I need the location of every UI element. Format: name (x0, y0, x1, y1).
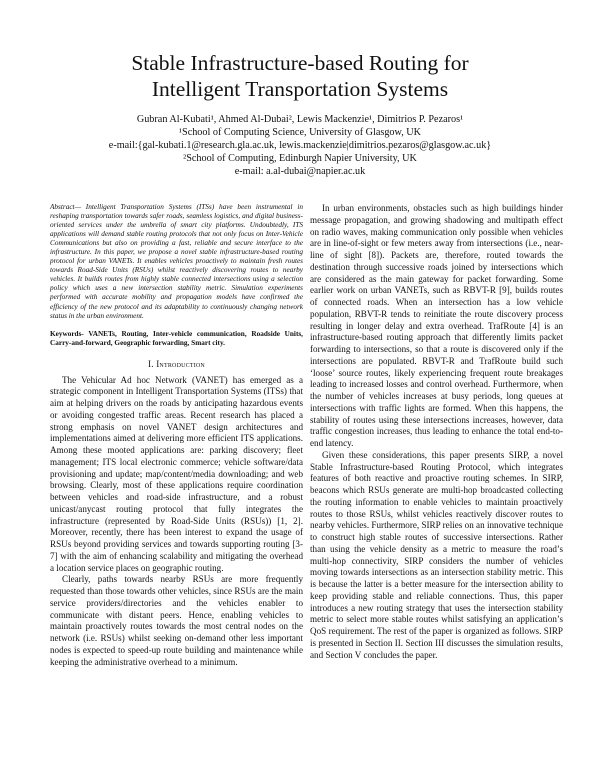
affiliation-1: ¹School of Computing Science, University of Glasgow, UK (178, 127, 422, 138)
paper-title (40, 50, 560, 102)
intro-paragraph-4: Given these considerations, this paper presents SIRP, a novel Stable Infrastructure-based Routing Protocol, which integrates features of both reactive and proactive routing schemes. In SIRP, beacons which RSUs generate are multi-hop broadcasted collecting the routing information to enable vehicles to maintain proactively routes to those RSUs, whilst vehicles reactively discover routes to nearby vehicles. Furthermore, SIRP relies on an innovative technique to construct high stable routes of successive intersections. Rather than using the vehicle density as a metric to measure the road’s multi-hop connectivity, SIRP considers the number of vehicles moving towards intersections as an intersection stability metric. This is because the latter is a better measure for the intersection ability to keep providing stable and reliable connections. Thus, this paper introduces a new routing strategy that uses the intersection stability metric to select more stable routes whilst satisfying an application’s QoS requirement. The rest of the paper is organized as follows. SIRP is presented in Section II. Section III discusses the simulation results, and Section V concludes the paper. (310, 449, 563, 660)
abstract-label: Abstract— (50, 203, 82, 211)
affiliation-2: ²School of Computing, Edinburgh Napier University, UK (183, 153, 417, 164)
keywords: Keywords- VANETs, Routing, Inter-vehicle communication, Roadside Units, Carry-and-forward, Geographic forwarding, Smart city. (50, 329, 303, 347)
intro-paragraph-2: Clearly, paths towards nearby RSUs are more frequently requested than those towards other vehicles, since RSUs are the main service providers/directories and the vehicles enabler to communicate with distant peers. Hence, enabling vehicles to maintain proactively routes towards the most central nodes on the network (i.e. RSUs) whilst seeking on-demand other less important nodes is expected to speed-up route building and maintenance while keeping the administrative overhead to a minimum. (50, 574, 303, 667)
authors-line: Gubran Al-Kubati¹, Ahmed Al-Dubai², Lewis Mackenzie¹, Dimitrios P. Pezaros¹ (136, 114, 464, 125)
abstract (50, 203, 303, 321)
left-column (50, 203, 303, 668)
title-line-2: Intelligent Transportation Systems (151, 77, 449, 101)
intro-paragraph-3: In urban environments, obstacles such as high buildings hinder message propagation, and growing shadowing and multipath effect on radio waves, making communication only possible when vehicles are in line-of-sight or few meters away from intersections (i.e., near-line of sight [8]). Packets are, therefore, routed towards the destination through successive roads joined by intersections which are considered as the main gateway for packet forwarding. Some earlier work on urban VANETs, such as RBVT-R [9], builds routes of connected roads. When an intersection has a low vehicle population, RBVT-R tends to reinitiate the route discovery process resulting in longer delay and extra overhead. TrafRoute [4] is an infrastructure-based routing approach that differently limits packet forwarding to intersections, so that a route is discovered only if the intersections are populated. RBVT-R and TrafRoute build such ‘loose’ source routes, likely experiencing frequent route breakages leading to increased losses and control overhead. Furthermore, when the number of vehicles increases at busy periods, long queues at intersections with traffic lights are formed. When this happens, the stability of routes using these intersections increases, however, data traffic congestion increases, thus leading to enhance the total end-to-end latency. (310, 203, 563, 448)
intro-paragraph-1: The Vehicular Ad hoc Network (VANET) has emerged as a strategic component in Intelligent Transportation Systems (ITSs) that aim at helping drivers on the roads by anticipating hazardous events or avoiding congested traffic areas. Recent research has placed a strong emphasis on novel VANET design architectures and implementations aimed at delivering more efficient ITS applications. Among these mooted applications are: parking discovery; fleet management; ITS local electronic commerce; vehicle software/data provisioning and update; map/content/media downloading; and web browsing. Clearly, most of these applications require coordination between vehicles and road-side infrastructure, and a robust unicast/anycast routing protocol that fully integrates the infrastructure (represented by Road-Side Units (RSUs)) [1, 2]. Moreover, recently, there has been interest to expand the usage of RSUs beyond providing services and towards supporting routing [3-7] with the aim of enhancing scalability and mitigating the overhead a location service places on geographic routing. (50, 374, 303, 573)
email-1: e-mail:{gal-kubati.1@research.gla.ac.uk, lewis.mackenzie|dimitrios.pezaros@glasgow.ac.uk} (108, 140, 492, 151)
author-block (30, 113, 570, 178)
email-2: e-mail: a.al-dubai@napier.ac.uk (234, 166, 366, 177)
right-column (310, 203, 563, 661)
title-line-1: Stable Infrastructure-based Routing for (131, 51, 469, 75)
section-heading-introduction: I. Introduction (148, 358, 205, 369)
abstract-text: Intelligent Transportation Systems (ITSs) have been instrumental in reshaping transportation towards safer roads, seamless logistics, and digital business-oriented services under the umbrella of smart city platforms. Undoubtedly, ITS applications will demand stable routing protocols that not only focus on Inter-Vehicle Communications but also on providing a fast, reliable and secure interface to the infrastructure. In this paper, we propose a novel stable infrastructure-based routing protocol for urban VANETs. It enables vehicles proactively to maintain fresh routes towards Road-Side Units (RSUs) whilst reactively discovering routes to nearby vehicles. It builds routes from highly stable connected intersections using a selection policy which uses a new intersection stability metric. Simulation experiments performed with accurate mobility and propagation models have confirmed the efficiency of the new protocol and its adaptability to continuously changing network status in the urban environment. (50, 203, 303, 320)
